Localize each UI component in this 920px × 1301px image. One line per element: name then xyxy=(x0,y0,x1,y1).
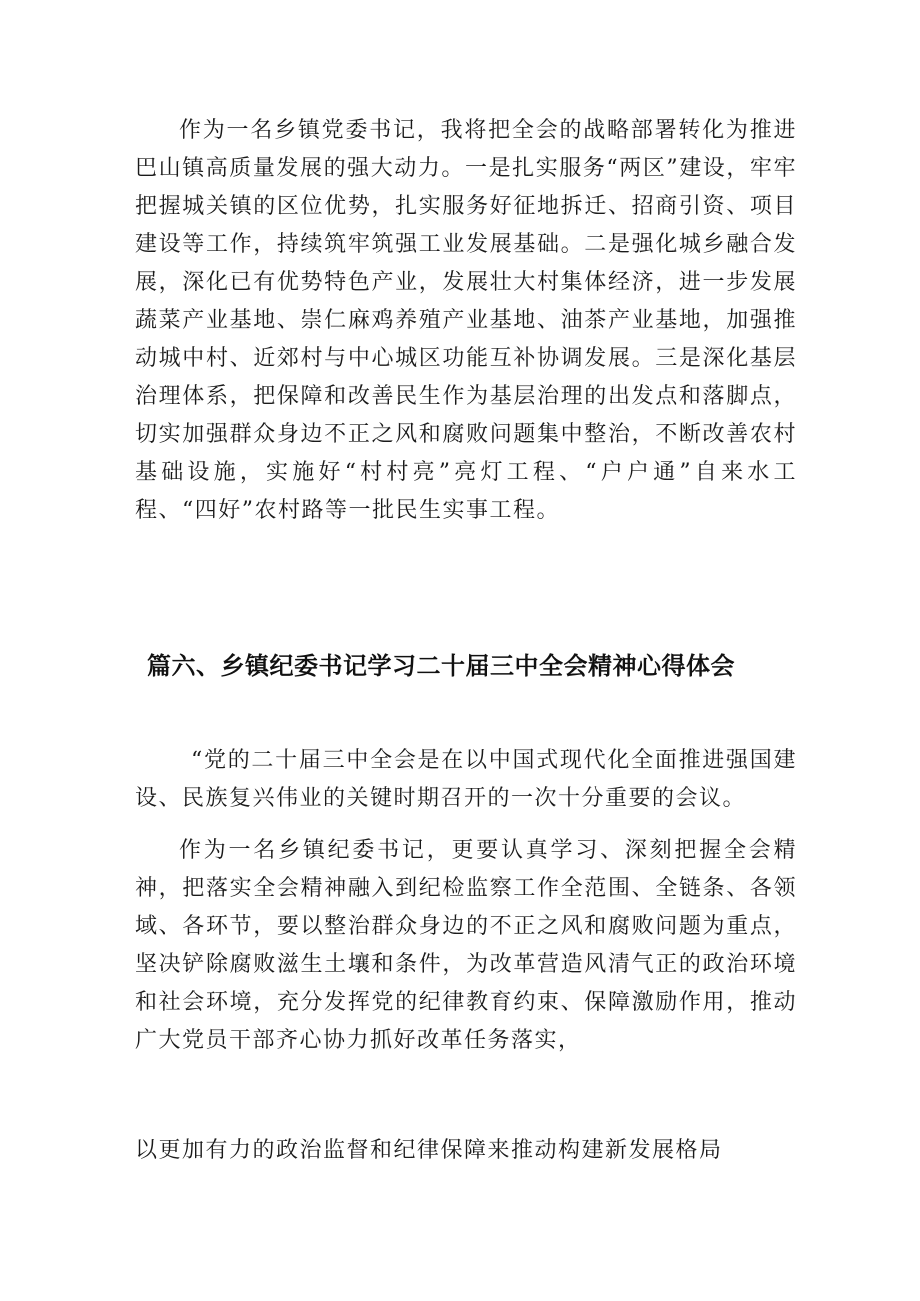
section-heading: 篇六、乡镇纪委书记学习二十届三中全会精神心得体会 xyxy=(147,652,735,680)
body-paragraph-2: “党的二十届三中全会是在以中国式现代化全面推进强国建设、民族复兴伟业的关键时期召开的一次十分重要的会议。 xyxy=(135,748,797,811)
body-paragraph-1: 作为一名乡镇党委书记，我将把全会的战略部署转化为推进巴山镇高质量发展的强大动力。一是扎实服务“两区”建设，牢牢把握城关镇的区位优势，扎实服务好征地拆迁、招商引资、项目建设等工作，持续筑牢筑强工业发展基础。二是强化城乡融合发展，深化已有优势特色产业，发展壮大村集体经济，进一步发展蔬菜产业基地、崇仁麻鸡养殖产业基地、油茶产业基地，加强推动城中村、近郊村与中心城区功能互补协调发展。三是深化基层治理体系，把保障和改善民生作为基层治理的出发点和落脚点，切实加强群众身边不正之风和腐败问题集中整治，不断改善农村基础设施，实施好“村村亮”亮灯工程、“户户通”自来水工程、“四好”农村路等一批民生实事工程。 xyxy=(135,118,797,523)
body-paragraph-3: 作为一名乡镇纪委书记，更要认真学习、深刻把握全会精神，把落实全会精神融入到纪检监察工作全范围、全链条、各领域、各环节，要以整治群众身边的不正之风和腐败问题为重点，坚决铲除腐败滋生土壤和条件，为改革营造风清气正的政治环境和社会环境，充分发挥党的纪律教育约束、保障激励作用，推动广大党员干部齐心协力抓好改革任务落实， xyxy=(135,838,797,1053)
body-paragraph-4: 以更加有力的政治监督和纪律保障来推动构建新发展格局 xyxy=(135,1138,723,1163)
